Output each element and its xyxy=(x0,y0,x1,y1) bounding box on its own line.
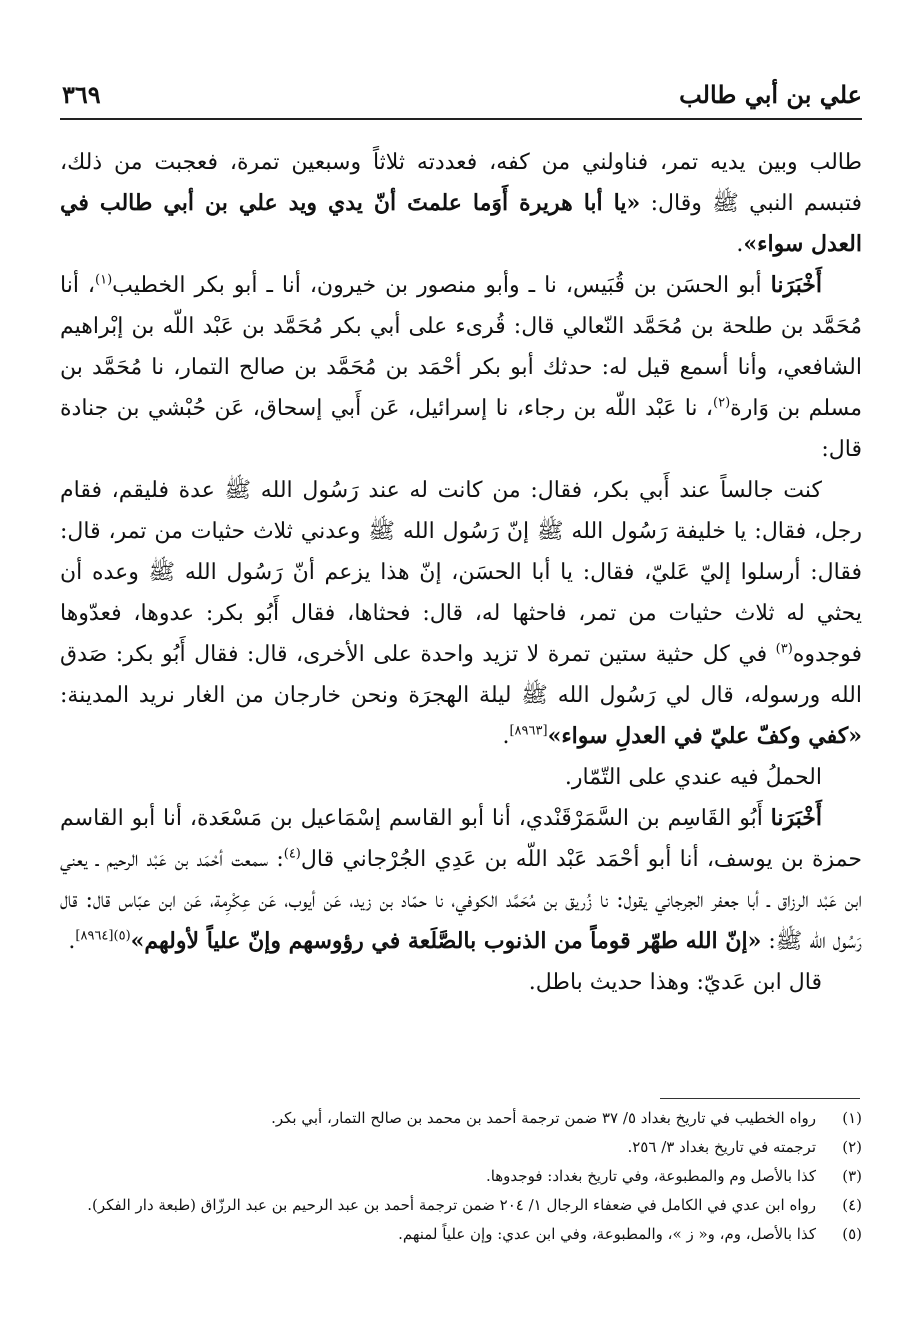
highlighted-text: «كفي وكفّ عليّ في العدلِ سواء» xyxy=(547,723,862,749)
highlighted-text: «إنّ الله طهّر قوماً من الذنوب بالصَّلَعة في رؤوسهم وإنّ علياً لأولهم» xyxy=(130,928,762,954)
running-title: علي بن أبي طالب xyxy=(679,80,862,109)
footnote xyxy=(60,1106,862,1131)
footnote-text: رواه ابن عدي في الكامل في ضعفاء الرجال ١/ ٢٠٤ ضمن ترجمة أحمد بن عبد الرحيم بن عبد الرزّاق (طبعة دار الفكر). xyxy=(87,1196,816,1214)
text-run: ، نا عَبْد اللّه بن رجاء، نا إسرائيل، عَن أَبي إسحاق، عَن حُبْشي بن جنادة قال: xyxy=(60,396,862,462)
text-run: الحملُ فيه عندي على التّمّار. xyxy=(564,765,822,790)
text-run: : سمعت أحْمَد بن عَبْد الرحيم ـ يعني ابن عَبْد الرزاق ـ أبا جعفر الجرجاني يقول: نا زُريق بن مُحَمَّد الكوفي، نا حمّاد بن زيد، عَن أيوب، عَن عِكْرِمة، عَن ابن عبّاس قال: قال رَسُول الله ﷺ: xyxy=(60,847,862,954)
paragraph xyxy=(60,798,862,962)
paragraph xyxy=(60,962,862,1003)
main-text xyxy=(60,142,862,1003)
footnote-marker: (٤) xyxy=(283,846,301,862)
footnote-marker: [٨٩٦٤] xyxy=(75,928,114,944)
paragraph xyxy=(60,757,862,798)
text-run: . xyxy=(502,724,510,749)
text-run: أَبُو القَاسِم بن السَّمَرْقَنْدي، أنا أبو القاسم إسْمَاعيل بن مَسْعَدة، أنا أبو القاسم حمزة بن يوسف، أنا أبو أحْمَد عَبْد اللّه بن عَدِي الجُرْجاني قال xyxy=(60,806,863,872)
footnote xyxy=(60,1164,862,1189)
footnote-marker: (٥) xyxy=(113,928,131,944)
footnote xyxy=(60,1222,862,1247)
footnote-text: كذا بالأصل، وم، و« ز »، والمطبوعة، وفي ابن عدي: وإن علياً لمنهم. xyxy=(398,1225,816,1243)
text-run: . xyxy=(736,232,744,257)
text-run: ، أنا مُحَمَّد بن طلحة بن مُحَمَّد النّعالي قال: قُرىء على أبي بكر مُحَمَّد بن عَبْد اللّه بن إبْراهيم الشافعي، وأنا أسمع قيل له: حدثك أبو بكر أحْمَد بن مُحَمَّد بن صالح التمار، نا مُحَمَّد بن مسلم بن وَارة xyxy=(60,273,863,421)
text-run: قال ابن عَديّ: وهذا حديث باطل. xyxy=(528,970,822,995)
text-run: طالب وبين يديه تمر، فناولني من كفه، فعددته ثلاثاً وسبعين تمرة، فعجبت من ذلك، فتبسم النبي ﷺ وقال: xyxy=(60,150,862,216)
footnote-number: (٥) xyxy=(842,1225,862,1243)
footnote xyxy=(60,1193,862,1218)
footnotes xyxy=(60,1106,862,1251)
footnote-text: رواه الخطيب في تاريخ بغداد ٥/ ٣٧ ضمن ترجمة أحمد بن محمد بن صالح التمار، أبي بكر. xyxy=(271,1109,816,1127)
running-header xyxy=(60,78,862,120)
footnote-number: (٣) xyxy=(842,1167,862,1185)
highlighted-text: أَخْبَرَنا xyxy=(770,805,822,831)
footnote-number: (٢) xyxy=(842,1138,862,1156)
text-run: في كل حثية ستين تمرة لا تزيد واحدة على الأخرى، قال: فقال أَبُو بكر: صَدق الله ورسوله، قال لي رَسُول الله ﷺ ليلة الهجرَة ونحن خارجان من الغار نريد المدينة: xyxy=(60,642,862,708)
paragraph xyxy=(60,265,862,470)
highlighted-text: «يا أبا هريرة أَوَما علمتَ أنّ يدي ويد علي بن أبي طالب في العدل سواء» xyxy=(60,190,862,257)
footnote xyxy=(60,1135,862,1160)
paragraph xyxy=(60,142,862,265)
footnote-number: (١) xyxy=(842,1109,862,1127)
text-run: كنت جالساً عند أَبي بكر، فقال: من كانت له عند رَسُول الله ﷺ عدة فليقم، فقام رجل، فقال: يا خليفة رَسُول الله ﷺ إنّ رَسُول الله ﷺ وعدني ثلاث حثيات من تمر، قال: فقال: أرسلوا إليّ عَليّ، فقال: يا أبا الحسَن، إنّ هذا يزعم أنّ رَسُول الله ﷺ وعده أن يحثي له ثلاث حثيات من تمر، فاحثها له، قال: فحثاها، فقال أَبُو بكر: عدوها، فعدّوها فوجدوه xyxy=(60,478,862,667)
page-number: ٣٦٩ xyxy=(62,80,101,109)
paragraph xyxy=(60,470,862,757)
footnote-marker: (١) xyxy=(95,272,113,288)
footnote-separator xyxy=(660,1098,860,1099)
footnote-number: (٤) xyxy=(842,1196,862,1214)
footnote-marker: (٣) xyxy=(775,641,793,657)
footnote-marker: (٢) xyxy=(713,395,731,411)
highlighted-text: أَخْبَرَنا xyxy=(770,272,822,298)
text-run: أبو الحسَن بن قُبَيس، نا ـ وأبو منصور بن خيرون، أنا ـ أبو بكر الخطيب xyxy=(112,273,771,298)
footnote-text: ترجمته في تاريخ بغداد ٣/ ٢٥٦. xyxy=(627,1138,816,1156)
footnote-text: كذا بالأصل وم والمطبوعة، وفي تاريخ بغداد: فوجدوها. xyxy=(485,1167,816,1185)
text-run: . xyxy=(68,929,76,954)
footnote-marker: [٨٩٦٣] xyxy=(509,723,548,739)
